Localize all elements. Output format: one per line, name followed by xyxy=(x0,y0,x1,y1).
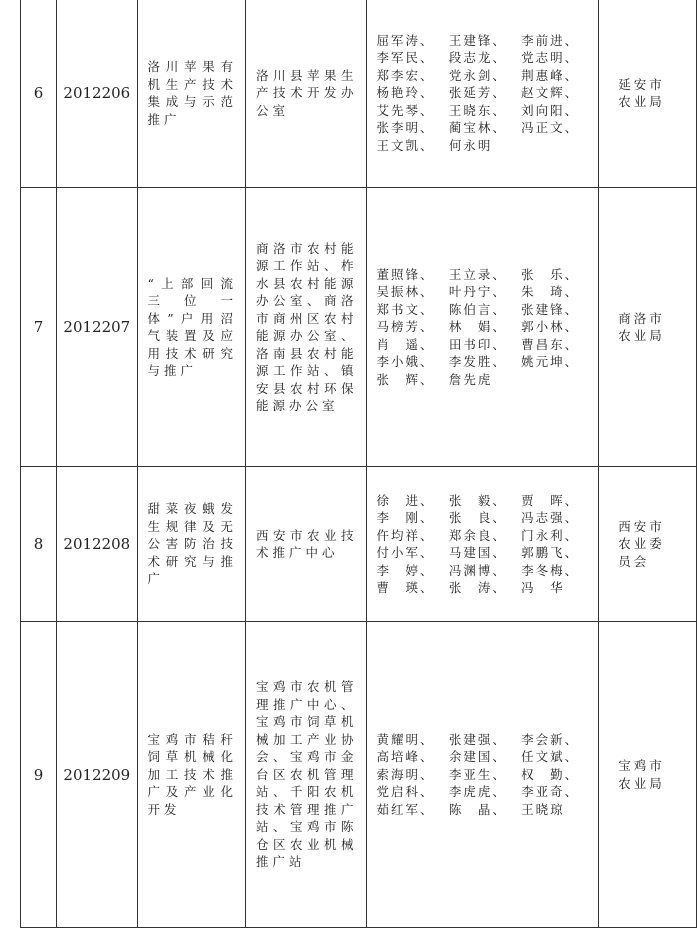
person-name: 李发胜、 xyxy=(448,354,507,370)
person-name: 林 娟、 xyxy=(448,319,507,335)
person-name: 曹昌东、 xyxy=(521,336,580,352)
person-name: 茹红军、 xyxy=(376,801,435,817)
person-name: 冯正文、 xyxy=(521,120,580,136)
project-name-cell xyxy=(137,622,245,928)
person-name: 任文斌、 xyxy=(521,749,580,765)
person-name: 郭小林、 xyxy=(521,319,580,335)
personnel-cell xyxy=(366,467,598,622)
award-table xyxy=(20,0,697,928)
person-name: 肖 遥、 xyxy=(376,336,435,352)
personnel-cell xyxy=(366,188,598,467)
person-name: 李亚奇、 xyxy=(521,784,580,800)
table-row xyxy=(21,0,697,188)
person-name: 冯 华 xyxy=(521,580,565,595)
person-name: 马建国、 xyxy=(448,545,507,560)
person-name: 李 刚、 xyxy=(376,510,435,525)
person-name: 李 婷、 xyxy=(376,562,435,578)
recommending-unit: 宝鸡市农业局 xyxy=(618,758,665,791)
person-name: 张建强、 xyxy=(448,731,507,747)
person-name: 李会新、 xyxy=(521,731,580,747)
project-code: 2012207 xyxy=(57,188,137,467)
person-name: 党志明、 xyxy=(521,50,580,66)
person-name: 李虎虎、 xyxy=(448,784,507,800)
person-name: 黄耀明、 xyxy=(376,731,435,747)
project-code: 2012206 xyxy=(57,0,137,188)
person-name: 田书印、 xyxy=(448,336,507,352)
project-name: 宝鸡市秸秆饲草机械化加工技术推广及产业化开发 xyxy=(147,731,237,817)
project-name-cell xyxy=(137,467,245,622)
person-name: 郑余良、 xyxy=(448,527,507,543)
recommending-unit: 商洛市农业局 xyxy=(618,310,665,343)
project-code: 2012208 xyxy=(57,467,137,622)
person-name: 李冬梅、 xyxy=(521,562,580,578)
completing-unit-cell xyxy=(245,188,366,467)
person-name: 荆惠峰、 xyxy=(521,67,580,83)
person-name: 张李明、 xyxy=(376,120,435,136)
person-name: 张 涛、 xyxy=(448,580,507,595)
table-row xyxy=(21,188,697,467)
recommending-unit: 延安市农业局 xyxy=(618,76,665,109)
completing-unit: 宝鸡市农机管理推广中心、宝鸡市饲草机械加工产业协会、宝鸡市金台区农机管理站、千阳农机技术管理推广站、宝鸡市陈仓区农业机械推广站 xyxy=(255,679,358,870)
person-name: 张建锋、 xyxy=(521,301,580,317)
person-name: 朱 琦、 xyxy=(521,284,580,300)
person-name: 徐 进、 xyxy=(376,492,435,508)
personnel-cell xyxy=(366,622,598,928)
project-code: 2012209 xyxy=(57,622,137,928)
person-name: 贾 晖、 xyxy=(521,492,580,508)
project-name: “上部回流三位一体”户用沼气装置及应用技术研究与推广 xyxy=(147,275,237,378)
recommender-cell xyxy=(598,467,696,622)
completing-unit-cell xyxy=(245,622,366,928)
person-name: 姚元坤、 xyxy=(521,354,580,370)
person-name: 曹 瑛、 xyxy=(376,580,435,595)
person-name: 索海明、 xyxy=(376,766,435,782)
personnel-list xyxy=(367,266,598,389)
person-name: 段志龙、 xyxy=(448,50,507,66)
person-name: 张 乐、 xyxy=(521,266,580,282)
row-number: 9 xyxy=(21,622,57,928)
recommender-cell xyxy=(598,188,696,467)
person-name: 张 毅、 xyxy=(448,492,507,508)
person-name: 余建国、 xyxy=(448,749,507,765)
person-name: 王晓琼 xyxy=(521,801,565,817)
row-number: 7 xyxy=(21,188,57,467)
person-name: 王建锋、 xyxy=(448,32,507,48)
person-name: 叶丹宁、 xyxy=(448,284,507,300)
person-name: 王晓东、 xyxy=(448,102,507,118)
person-name: 马榜芳、 xyxy=(376,319,435,335)
person-name: 党启科、 xyxy=(376,784,435,800)
recommending-unit: 西安市农业委员会 xyxy=(618,518,665,569)
person-name: 王文凯、 xyxy=(376,137,435,153)
person-name: 仵均祥、 xyxy=(376,527,435,543)
person-name: 李小娥、 xyxy=(376,354,435,370)
row-number: 8 xyxy=(21,467,57,622)
person-name: 门永利、 xyxy=(521,527,580,543)
person-name: 党永剑、 xyxy=(448,67,507,83)
person-name: 赵文辉、 xyxy=(521,85,580,101)
person-name: 冯渊博、 xyxy=(448,562,507,578)
recommender-cell xyxy=(598,622,696,928)
person-name: 吴振林、 xyxy=(376,284,435,300)
person-name: 张延芳、 xyxy=(448,85,507,101)
project-name-cell xyxy=(137,188,245,467)
project-name: 洛川苹果有机生产技术集成与示范推广 xyxy=(147,59,237,127)
completing-unit-cell xyxy=(245,0,366,188)
person-name: 董照锋、 xyxy=(376,266,435,282)
person-name: 王立录、 xyxy=(448,266,507,282)
personnel-list xyxy=(367,32,598,155)
person-name: 陈 晶、 xyxy=(448,801,507,817)
person-name: 李军民、 xyxy=(376,50,435,66)
person-name: 艾先琴、 xyxy=(376,102,435,118)
person-name: 詹先虎 xyxy=(448,371,493,387)
person-name: 刘向阳、 xyxy=(521,102,580,118)
table-row xyxy=(21,622,697,928)
person-name: 郑书文、 xyxy=(376,301,435,317)
personnel-cell xyxy=(366,0,598,188)
person-name: 郭鹏飞、 xyxy=(521,545,580,560)
table-row xyxy=(21,467,697,622)
person-name: 付小军、 xyxy=(376,545,435,560)
person-name: 杨艳玲、 xyxy=(376,85,435,101)
project-name: 甜菜夜蛾发生规律及无公害防治技术研究与推广 xyxy=(147,501,237,587)
person-name: 张 辉、 xyxy=(376,371,435,387)
completing-unit: 洛川县苹果生产技术开发办公室 xyxy=(255,67,358,118)
person-name: 李前进、 xyxy=(521,32,580,48)
person-name: 权 勤、 xyxy=(521,766,580,782)
project-name-cell xyxy=(137,0,245,188)
completing-unit: 商洛市农村能源工作站、柞水县农村能源办公室、商洛市商州区农村能源办公室、洛南县农村能源工作站、镇安县农村环保能源办公室 xyxy=(255,240,358,413)
person-name: 陈伯言、 xyxy=(448,301,507,317)
person-name: 何永明 xyxy=(448,137,493,153)
completing-unit: 西安市农业技术推广中心 xyxy=(255,527,358,560)
row-number: 6 xyxy=(21,0,57,188)
person-name: 蔺宝林、 xyxy=(448,120,507,136)
recommender-cell xyxy=(598,0,696,188)
person-name: 冯志强、 xyxy=(521,510,580,525)
person-name: 高培峰、 xyxy=(376,749,435,765)
personnel-list xyxy=(367,731,598,819)
person-name: 张 良、 xyxy=(448,510,507,525)
completing-unit-cell xyxy=(245,467,366,622)
person-name: 郑李宏、 xyxy=(376,67,435,83)
person-name: 李亚生、 xyxy=(448,766,507,782)
person-name: 屈军涛、 xyxy=(376,32,435,48)
personnel-list xyxy=(367,492,598,597)
